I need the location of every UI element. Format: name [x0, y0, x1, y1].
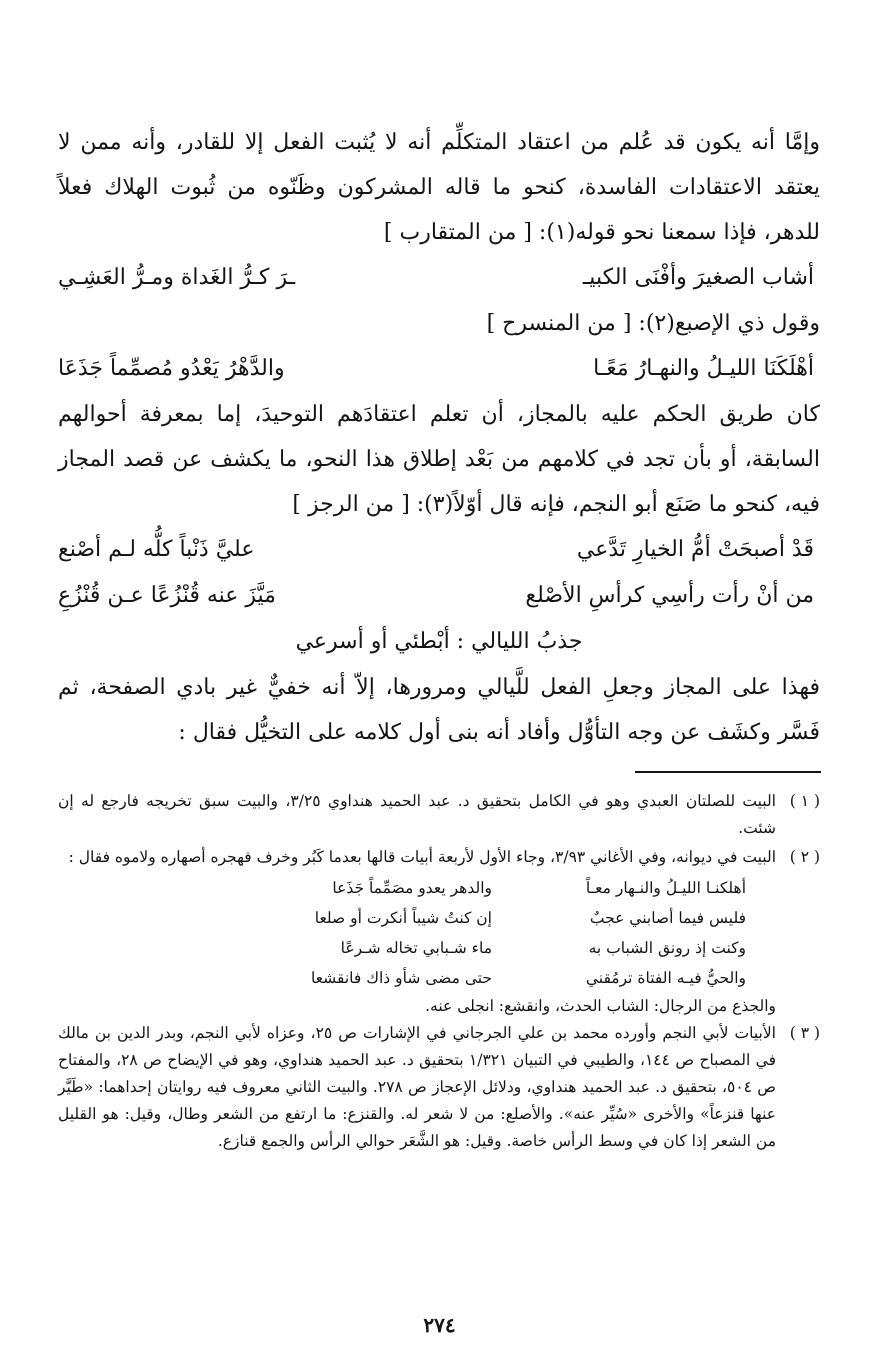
verse-2-second-hemistich: والدَّهْرُ يَعْدُو مُصمِّماً جَذَعَا	[58, 356, 285, 381]
page-number: ٢٧٤	[423, 1313, 456, 1337]
footnote-2-text: البيت في ديوانه، وفي الأغاني ٣/٩٣، وجاء الأول لأربعة أبيات قالها بعدما كَبُر وخرف فهجره أصهاره ولاموه فقال :	[68, 848, 776, 866]
paragraph-4: فهذا على المجاز وجعلِ الفعل للَّيالي ومرورها، إلاّ أنه خفيٌّ غير بادي الصفحة، ثم فَسَّر وكشَف عن وجه التأوُّل وأفاد أنه بنى أول كلامه على التخيُّل فقال :	[58, 675, 820, 745]
footnote-3-text: الأبيات لأبي النجم وأورده محمد بن علي الجرجاني في الإشارات ص ٢٥، وعزاه لأبي النجم، وبدر الدين بن مالك في المصباح ص ١٤٤، والطيبي في التبيان ١/٣٢١ بتحقيق د. عبد الحميد هنداوي، وهو في الإيضاح ص ٢٨، والمفتاح ص ٥٠٤، بتحقيق د. عبد الحميد هنداوي، ودلائل الإعجاز ص ٢٧٨. والبيت الثاني معروف فيه روايتان إحداهما: «طَيَّر عنها قنزعاً» والأخرى «سُيِّر عنه». والأصلع: من لا شعر له. والقنزع: ما ارتفع من الشعر وطال، وقيل: هو القليل من الشعر إذا كان في وسط الرأس خاصة. وقيل: هو الشَّعَر حوالي الرأس والجمع قنازع.	[58, 1024, 777, 1150]
footnote-1-number: ( ١ )	[789, 792, 820, 810]
footnote-2-verse-1-first: أهلكنـا الليـلُ والنـهار معـاً	[585, 879, 746, 897]
footnote-2	[58, 844, 820, 871]
footnote-2-verse-2-first: فليس فيما أصابني عجبٌ	[589, 909, 746, 927]
verse-1-second-hemistich: ـرَ كـرُّ الغَداة ومـرُّ العَشِـي	[58, 265, 296, 290]
footnote-2-verse-4-first: والحيُّ فيـه الفتاة ترمُقني	[585, 969, 746, 987]
footnotes	[58, 788, 820, 1157]
verse-3-line-2-first-hemistich: من أنْ رأت رأسِي كرأسِ الأصْلع	[525, 583, 814, 608]
verse-3-line-2	[58, 573, 820, 619]
footnote-2-verse-1-second: والدهر يعدو مصَمِّماً جَذَعا	[332, 879, 492, 897]
footnote-2-verse-3	[58, 933, 820, 963]
verse-2-first-hemistich: أهْلَكَنَا الليـلُ والنهـارُ مَعًـا	[593, 356, 814, 381]
verse-2	[58, 346, 820, 392]
footnote-divider	[635, 771, 821, 773]
paragraph-2: وقول ذي الإصبع(٢): [ من المنسرح ]	[486, 311, 820, 336]
footnote-2-verse-2-second: إن كنتُ شيباً أنكرت أو صلعا	[314, 909, 492, 927]
footnote-2-after: والجذع من الرجال: الشاب الحدث، وانقشع: انجلى عنه.	[425, 997, 776, 1015]
footnote-1	[58, 788, 820, 842]
paragraph-1: وإمَّا أنه يكون قد عُلم من اعتقاد المتكلِّم أنه لا يُثبت الفعل إلا للقادر، وأنه ممن لا يعتقد الاعتقادات الفاسدة، كنحو ما قاله المشركون وظَنّوه من ثُبوت الهلاك فعلاً للدهر، فإذا سمعنا نحو قوله(١): [ من المتقارب ]	[58, 130, 820, 245]
verse-1-first-hemistich: أشاب الصغيرَ وأفْنَى الكبيـ	[582, 265, 814, 290]
main-text	[58, 120, 820, 755]
footnote-2-verse-2	[58, 903, 820, 933]
footnote-2-number: ( ٢ )	[789, 848, 820, 866]
footnote-2-verse-1	[58, 873, 820, 903]
footnote-2-verse-3-second: ماء شـبابي تخاله شـرعًا	[340, 939, 492, 957]
footnote-3	[58, 1020, 820, 1155]
verse-3-line-1	[58, 527, 820, 573]
footnote-3-number: ( ٣ )	[789, 1024, 820, 1042]
footnote-2-verse-4	[58, 963, 820, 993]
footnote-2-verse-4-second: حتى مضى شأو ذاك فانقشعا	[310, 969, 492, 987]
verse-3-line-3: جذبُ الليالي : أبْطئي أو أسرعي	[295, 629, 583, 654]
paragraph-3: كان طريق الحكم عليه بالمجاز، أن تعلم اعتقادَهم التوحيدَ، إما بمعرفة أحوالهم السابقة، أو بأن تجد في كلامهم من بَعْد إطلاق هذا النحو، ما يكشف عن قصد المجاز فيه، كنحو ما صَنَع أبو النجم، فإنه قال أوّلاً(٣): [ من الرجز ]	[58, 402, 820, 517]
verse-3-line-2-second-hemistich: مَيَّزَ عنه قُنْزُعًا عـن قُنْزُعِ	[58, 583, 276, 608]
footnote-2-verse-3-first: وكنت إذ رونق الشباب به	[588, 939, 746, 957]
verse-3-line-1-first-hemistich: قَدْ أصبحَتْ أمُّ الخيارِ تَدَّعي	[576, 537, 814, 562]
footnote-1-text: البيت للصلتان العبدي وهو في الكامل بتحقيق د. عبد الحميد هنداوي ٣/٢٥، والبيت سبق تخريجه فارجع له إن شئت.	[58, 792, 776, 837]
verse-1	[58, 255, 820, 301]
verse-3-line-1-second-hemistich: عليَّ ذَنْباً كلُّه لـم أصْنع	[58, 537, 255, 562]
